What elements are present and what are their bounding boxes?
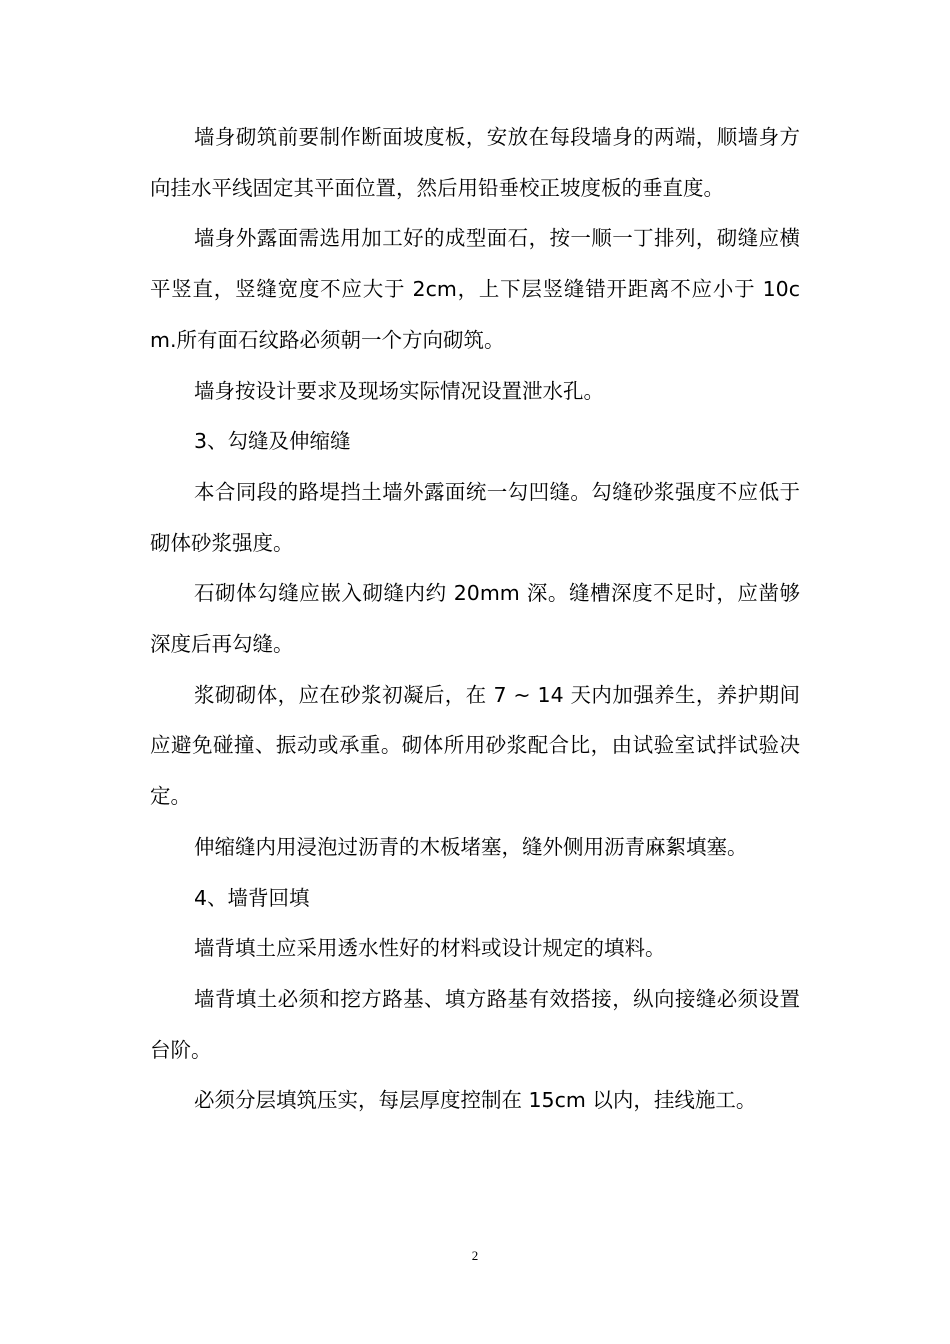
paragraph-slope-board: 墙身砌筑前要制作断面坡度板，安放在每段墙身的两端，顺墙身方向挂水平线固定其平面位置，然后用铅垂校正坡度板的垂直度。 [150,125,800,200]
paragraph-expansion-joint: 伸缩缝内用浸泡过沥青的木板堵塞，缝外侧用沥青麻絮填塞。 [194,834,748,859]
paragraph-layer-compaction: 必须分层填筑压实，每层厚度控制在 15cm 以内，挂线施工。 [194,1088,757,1113]
paragraph-backfill-steps: 墙背填土必须和挖方路基、填方路基有效搭接，纵向接缝必须设置台阶。 [150,986,800,1062]
paragraph-face-stone: 墙身外露面需选用加工好的成型面石，按一顺一丁排列，砌缝应横平竖直，竖缝宽度不应大于 2cm，上下层竖缝错开距离不应小于 10cm.所有面石纹路必须朝一个方向砌筑。 [150,226,800,352]
paragraph-backfill-material: 墙背填土应采用透水性好的材料或设计规定的填料。 [194,936,666,961]
paragraph-drain-holes: 墙身按设计要求及现场实际情况设置泄水孔。 [194,378,604,403]
paragraph-curing: 浆砌砌体，应在砂浆初凝后，在 7 ~ 14 天内加强养生，养护期间应避免碰撞、振动或承重。砌体所用砂浆配合比，由试验室试拌试验决定。 [150,682,800,809]
paragraph-concave-joint: 本合同段的路堤挡土墙外露面统一勾凹缝。勾缝砂浆强度不应低于砌体砂浆强度。 [150,479,800,555]
section-heading-pointing: 3、勾缝及伸缩缝 [194,429,351,454]
document-body [150,112,800,1126]
section-heading-backfill: 4、墙背回填 [194,885,310,910]
page-number: 2 [471,1248,479,1263]
paragraph-joint-depth: 石砌体勾缝应嵌入砌缝内约 20mm 深。缝槽深度不足时，应凿够深度后再勾缝。 [150,581,800,657]
